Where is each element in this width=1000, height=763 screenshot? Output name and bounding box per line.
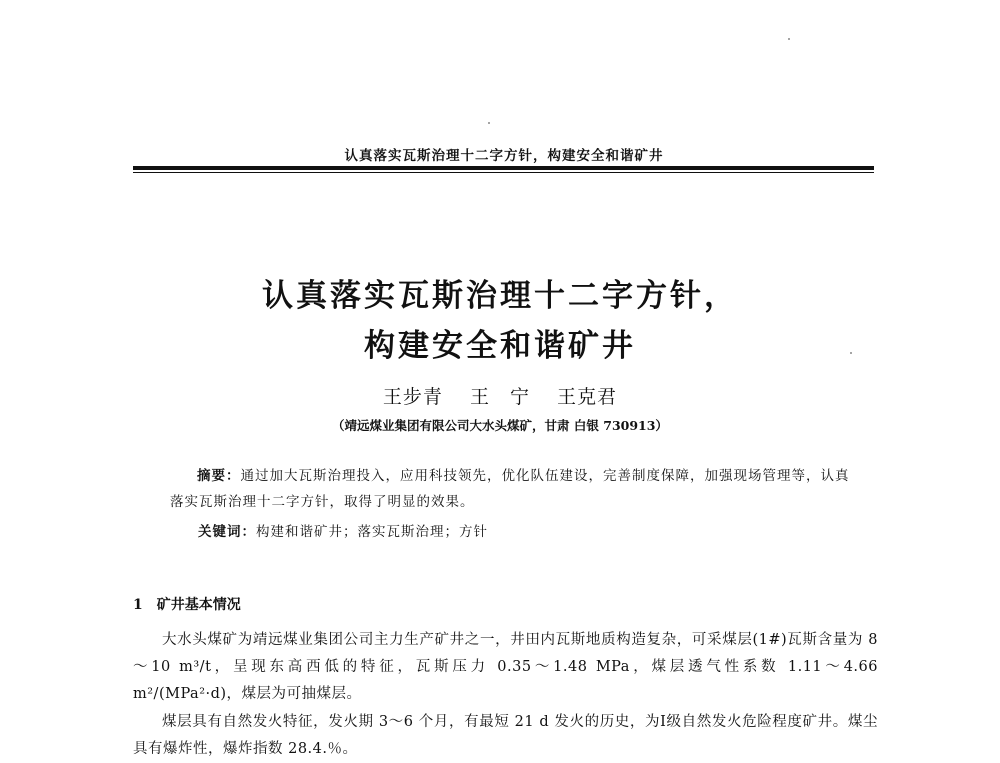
- paper-title-line-2: 构建安全和谐矿井: [364, 328, 636, 364]
- author-name: 王步青: [382, 386, 443, 408]
- header-rule-thick: [133, 166, 874, 170]
- scan-speck: [788, 38, 790, 40]
- body-paragraph: 煤层具有自然发火特征，发火期 3～6 个月，有最短 21 d 发火的历史，为Ⅰ级自然发火危险程度矿井。煤尘具有爆炸性，爆炸指数 28.4.％。: [133, 714, 878, 757]
- keywords-label: 关键词：: [198, 524, 256, 540]
- section-number: 1: [133, 597, 143, 613]
- affiliation: （靖远煤业集团有限公司大水头煤矿，甘肃 白银 730913）: [332, 418, 668, 433]
- paper-title-line-1: 认真落实瓦斯治理十二字方针，: [262, 278, 738, 314]
- author-list: [100, 382, 900, 409]
- abstract: [170, 463, 850, 515]
- abstract-label: 摘要：: [197, 468, 241, 484]
- section-title: 矿井基本情况: [156, 597, 241, 613]
- author-name: 王 宁: [469, 386, 530, 408]
- abstract-text: 通过加大瓦斯治理投入，应用科技领先，优化队伍建设，完善制度保障，加强现场管理等，认真落实瓦斯治理十二字方针，取得了明显的效果。: [170, 468, 850, 510]
- header-rule-thin: [133, 172, 874, 173]
- scan-speck: [850, 352, 852, 354]
- running-header: 认真落实瓦斯治理十二字方针，构建安全和谐矿井: [344, 148, 664, 164]
- keywords-text: 构建和谐矿井；落实瓦斯治理；方针: [256, 524, 488, 540]
- body-paragraph: 大水头煤矿为靖远煤业集团公司主力生产矿井之一，井田内瓦斯地质构造复杂，可采煤层(1#)瓦斯含量为 8～10 m³/t，呈现东高西低的特征，瓦斯压力 0.35～1.48 MPa，煤层透气性系数 1.11～4.66 m²/(MPa²·d)，煤层为可抽煤层。: [133, 632, 878, 702]
- section-heading: [133, 594, 241, 614]
- author-name: 王克君: [557, 386, 618, 408]
- scan-speck: [488, 122, 490, 124]
- keywords: [198, 520, 488, 540]
